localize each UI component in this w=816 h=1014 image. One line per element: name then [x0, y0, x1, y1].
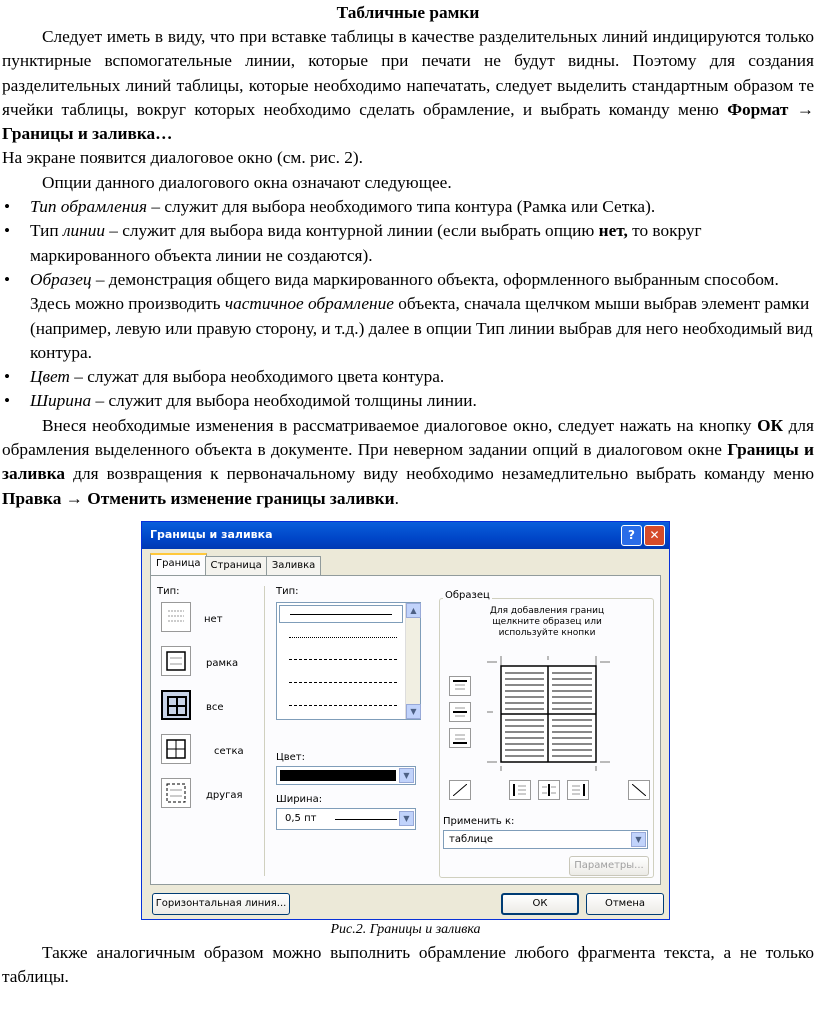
width-select[interactable] [276, 808, 416, 830]
figure-caption: Рис.2. Границы и заливка [330, 922, 481, 937]
tab-border[interactable]: Граница [150, 553, 207, 576]
apply-to-value: таблице [449, 834, 493, 845]
paragraph-1 [2, 25, 814, 171]
setting-box-icon [166, 651, 186, 671]
paragraph-3: Внеся необходимые изменения в рассматриваемое диалоговое окно, следует нажать на кнопку ОК для обрамления выделенного объекта в документе. При неверном задании опций в диалоговом окне Границы и заливка для возвращения к первоначальному виду необходимо незамедлительно выбрать команду меню Правка → Отменить изменение границы заливки. [2, 415, 815, 508]
horizontal-line-button[interactable]: Горизонтальная линия... [152, 893, 290, 915]
border-bottom-button[interactable] [449, 728, 471, 748]
line-dashed[interactable] [289, 682, 397, 683]
document [2, 1, 814, 511]
tab-page[interactable]: Страница [205, 556, 268, 575]
line-style-label: Тип: [276, 586, 299, 597]
divider [264, 586, 265, 876]
setting-custom-icon [166, 783, 186, 803]
setting-custom-button[interactable] [161, 778, 191, 808]
border-right-button[interactable] [567, 780, 589, 800]
line-style-scrollbar[interactable] [405, 603, 420, 719]
sample-preview[interactable] [487, 656, 610, 771]
parameters-button[interactable]: Параметры... [569, 856, 649, 876]
dialog-title: Границы и заливка [150, 528, 273, 541]
chevron-down-icon[interactable]: ▼ [631, 832, 646, 847]
list-item: • Цвет – служат для выбора необходимого цвета контура. [4, 367, 445, 387]
color-select[interactable] [276, 766, 416, 785]
line-style-selected[interactable] [279, 605, 403, 623]
border-diag-up-button[interactable] [628, 780, 650, 800]
border-inner-h-button[interactable] [449, 702, 471, 722]
setting-box-button[interactable] [161, 646, 191, 676]
ok-button[interactable]: ОК [501, 893, 579, 915]
list-item: • Тип линии – служит для выбора вида контурной линии (если выбрать опцию нет, то вокруг маркированного объекта линии не создаются). [4, 221, 702, 265]
color-label: Цвет: [276, 752, 306, 763]
setting-custom-label: другая [206, 790, 243, 801]
border-top-button[interactable] [449, 676, 471, 696]
setting-all-label: все [206, 702, 224, 713]
border-inner-v-button[interactable] [538, 780, 560, 800]
width-label: Ширина: [276, 794, 323, 805]
paragraph-1-tail: На экране появится диалоговое окно (см. рис. 2). [2, 148, 363, 168]
setting-none-icon [166, 607, 186, 627]
chevron-down-icon[interactable]: ▼ [399, 811, 414, 826]
setting-none-button[interactable] [161, 602, 191, 632]
options-list [2, 195, 814, 414]
border-inner-h-icon [453, 706, 467, 718]
help-button[interactable]: ? [621, 525, 642, 546]
border-left-button[interactable] [509, 780, 531, 800]
border-bottom-icon [453, 732, 467, 744]
setting-all-button[interactable] [161, 690, 191, 720]
border-right-icon [571, 784, 585, 796]
setting-grid-label: сетка [214, 746, 244, 757]
border-inner-v-icon [542, 784, 556, 796]
color-swatch [280, 770, 396, 781]
border-top-icon [453, 680, 467, 692]
diagonal-down-icon [632, 784, 646, 796]
border-left-icon [513, 784, 527, 796]
apply-to-label: Применить к: [443, 816, 515, 827]
paragraph-2: Опции данного диалогового окна означают следующее. [42, 172, 452, 192]
apply-to-select[interactable] [443, 830, 648, 849]
dialog-tabs [150, 555, 319, 575]
setting-grid-button[interactable] [161, 734, 191, 764]
sample-hint: Для добавления границ щелкните образец или используйте кнопки [489, 606, 605, 638]
close-button[interactable]: ✕ [644, 525, 665, 546]
table-preview-icon [487, 656, 610, 771]
cancel-button[interactable]: Отмена [586, 893, 664, 915]
paragraph-1-text: Следует иметь в виду, что при вставке таблицы в качестве разделительных линий индицируются только пунктирные вспомогательные линии, которые при печати не будут видны. Поэтому для создания разделительных линий таблицы, которые необходимо напечатать, следует выделить стандартным образом те ячейки таблицы, вокруг которых необходимо сделать обрамление, и выбрать команду меню [2, 27, 814, 119]
paragraph-1-bold: Формат → Границы и заливка… [2, 99, 814, 144]
line-style-list[interactable] [276, 602, 421, 720]
setting-box-label: рамка [206, 658, 239, 669]
chevron-down-icon[interactable]: ▼ [399, 768, 414, 783]
setting-none-label: нет [204, 614, 223, 625]
setting-grid-icon [166, 739, 186, 759]
border-diag-down-button[interactable] [449, 780, 471, 800]
dialog-title-bar [142, 522, 669, 549]
line-solid [290, 614, 392, 615]
list-item: • Тип обрамления – служит для выбора необходимого типа контура (Рамка или Сетка). [4, 197, 656, 217]
width-line-preview [335, 819, 397, 820]
list-item: • Образец – демонстрация общего вида маркированного объекта, оформленного выбранным способом. Здесь можно производить частичное обрамление объекта, сначала щелчком мыши выбрав элемент рамки (например, левую или правую сторону, и т.д.) далее в опции Тип линии выбрав для него необходимый вид контура. [4, 269, 813, 362]
paragraph-4: Также аналогичным образом можно выполнить обрамление любого фрагмента текста, а не только таблицы. [2, 943, 814, 987]
scroll-down-icon[interactable]: ▼ [406, 704, 421, 719]
line-dashed-small[interactable] [289, 659, 397, 660]
tab-shading[interactable]: Заливка [266, 556, 322, 575]
sample-label: Образец [445, 590, 490, 601]
list-item: • Ширина – служит для выбора необходимой толщины линии. [4, 391, 477, 411]
line-dash-dot[interactable] [289, 705, 397, 706]
tab-panel [150, 575, 661, 885]
scroll-up-icon[interactable]: ▲ [406, 603, 421, 618]
page-title: Табличные рамки [336, 3, 480, 22]
line-dotted[interactable] [289, 637, 397, 638]
setting-label: Тип: [157, 586, 180, 597]
diagonal-up-icon [453, 784, 467, 796]
width-value: 0,5 пт [285, 813, 317, 824]
setting-all-icon [167, 696, 187, 716]
borders-dialog-figure [141, 521, 670, 920]
